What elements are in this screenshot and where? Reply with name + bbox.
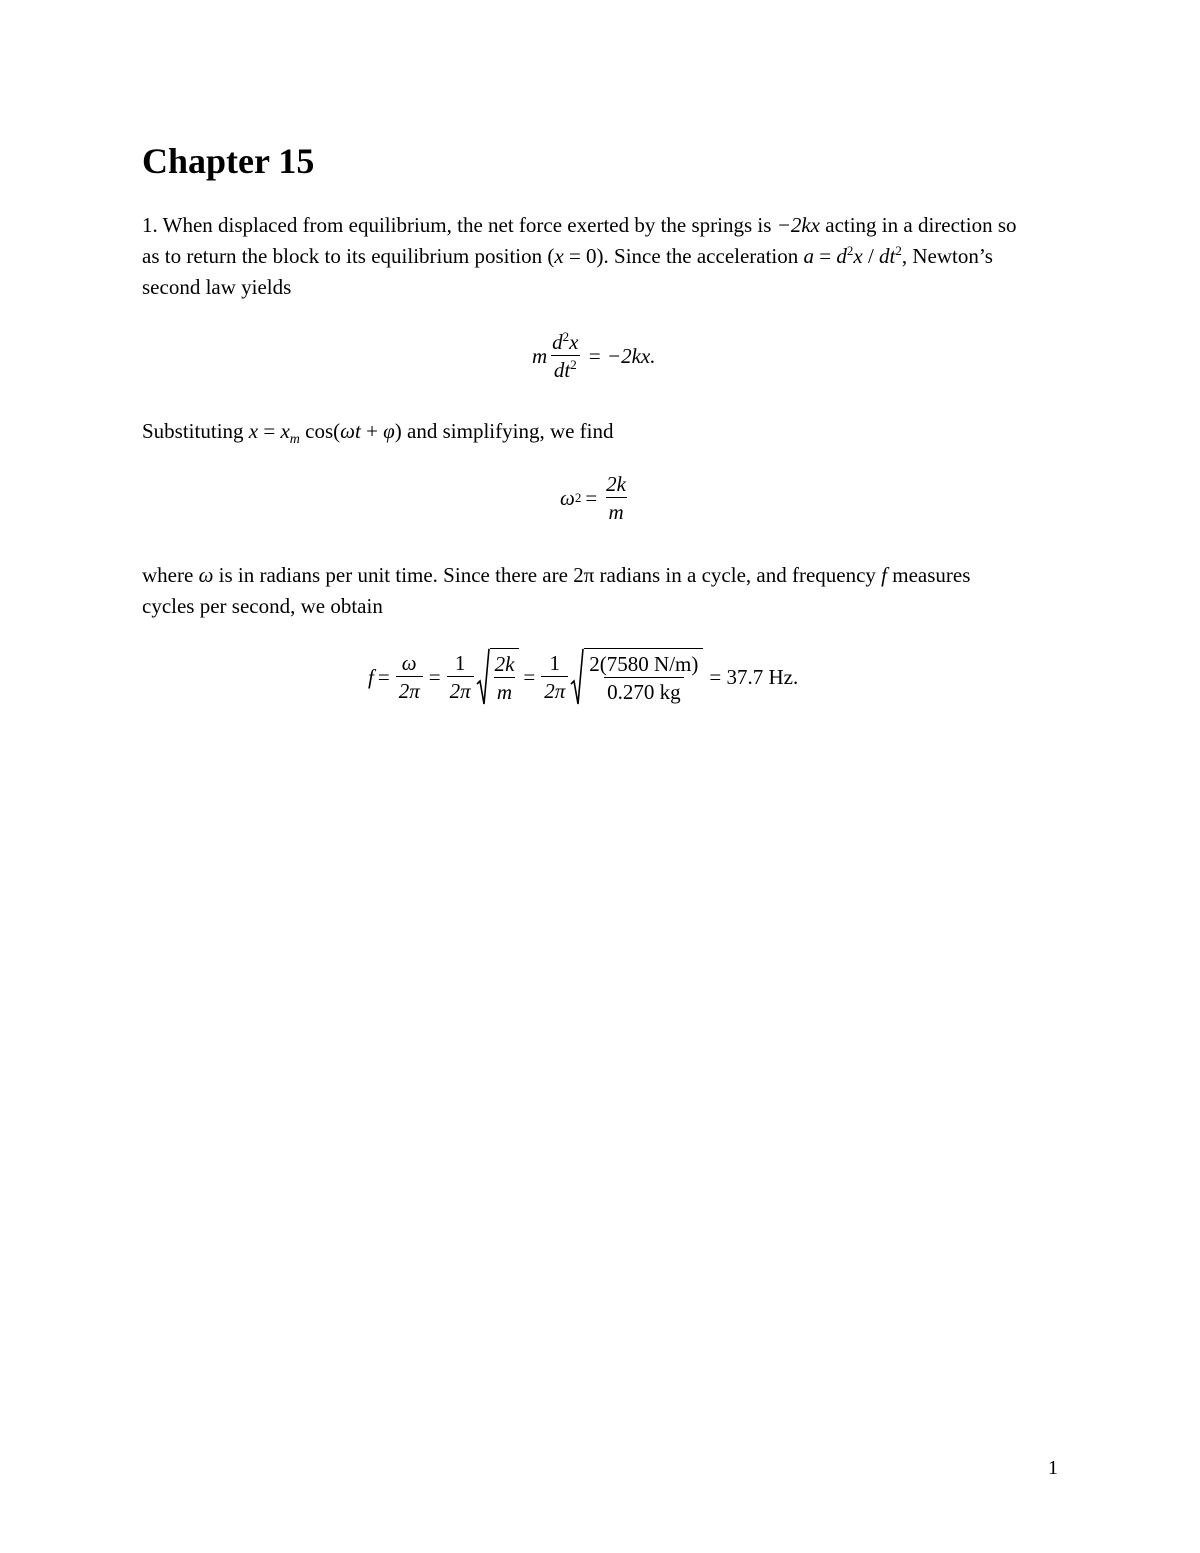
fraction [396,651,423,703]
numerator: ω [401,651,417,675]
text-run: 1. When displaced from equilibrium, the net force exerted by the springs is [142,213,777,237]
text-run: Substituting [142,419,249,443]
text-run: measures cycles per second, we obtain [142,563,971,618]
text-run: = 0). Since the acceleration [563,244,804,268]
radical-sign-icon [570,648,584,706]
radical-sign-icon [476,648,490,706]
var-a: a [803,244,815,268]
page-number: 1 [1048,1457,1058,1479]
var-omega: ω [560,485,575,510]
var-d: d [836,244,847,268]
text-run: + [360,419,384,443]
equation-rhs: = −2kx. [587,343,656,368]
text-run: acting in a direction so as to return the block to its equilibrium position ( [142,213,1017,268]
text-run: cos( [299,419,341,443]
denominator: 2π [541,676,568,703]
denominator [551,355,580,382]
fraction [586,652,701,704]
var-f: f [368,664,374,689]
superscript: 2 [846,243,854,258]
numerator: 1 [454,651,466,675]
force-expression: −2kx [776,213,820,237]
text-run: / [862,244,880,268]
denominator: m [494,677,515,704]
var-dt: dt [553,358,571,382]
text-run: = [814,244,837,268]
paragraph-substitution [142,416,1022,447]
numerator: 2k [494,652,515,676]
equals-sign: = [585,485,598,510]
radicand [490,648,520,706]
superscript: 2 [562,329,570,344]
numerator [549,330,581,355]
text-run: where [142,563,199,587]
denominator: 2π [396,676,423,703]
paragraph-frequency [142,560,1022,622]
fraction [549,330,581,382]
fraction [603,472,629,524]
var-d: d [552,330,563,354]
equation-omega-squared: ω 2 = $\frac{2k}{m}$ [560,472,631,524]
square-root [570,648,703,706]
superscript: 2 [895,243,902,258]
fraction [447,651,474,703]
var-dt: dt [879,244,896,268]
subscript: m [289,432,300,448]
var-omega: ω [198,563,214,587]
denominator: 2π [447,676,474,703]
equation-frequency [368,648,798,706]
denominator: 0.270 kg [604,677,684,704]
text-run: , Newton’s second law yields [142,244,993,299]
var-x: x [554,244,564,268]
fraction [492,652,518,704]
fraction [541,651,568,703]
var-x: x [569,330,579,354]
equation-newton [532,330,655,382]
numerator: 2(7580 N/m) [589,652,699,676]
var-x: x [248,419,259,443]
numerator: 2k [606,472,626,496]
equals-sign: = [523,664,536,689]
chapter-title: Chapter 15 [142,141,315,181]
square-root [476,648,520,706]
superscript: 2 [570,357,577,372]
var-phi: φ [383,419,395,443]
radicand [584,648,703,706]
var-m: m [532,343,548,368]
denominator: m [606,497,627,524]
var-x: x [853,244,863,268]
text-run: ) and simplifying, we find [394,419,614,443]
text-run: is in radians per unit time. Since there are 2π radians in a cycle, and frequency [213,563,882,587]
var-omega-t: ωt [340,419,361,443]
paragraph-intro [142,210,1022,303]
var-x: x [280,419,290,443]
equals-sign: = [377,664,390,689]
text-run: = [258,419,281,443]
result-value: = 37.7 Hz. [709,664,799,689]
var-f: f [881,563,887,587]
numerator: 1 [549,651,561,675]
equals-sign: = [428,664,441,689]
